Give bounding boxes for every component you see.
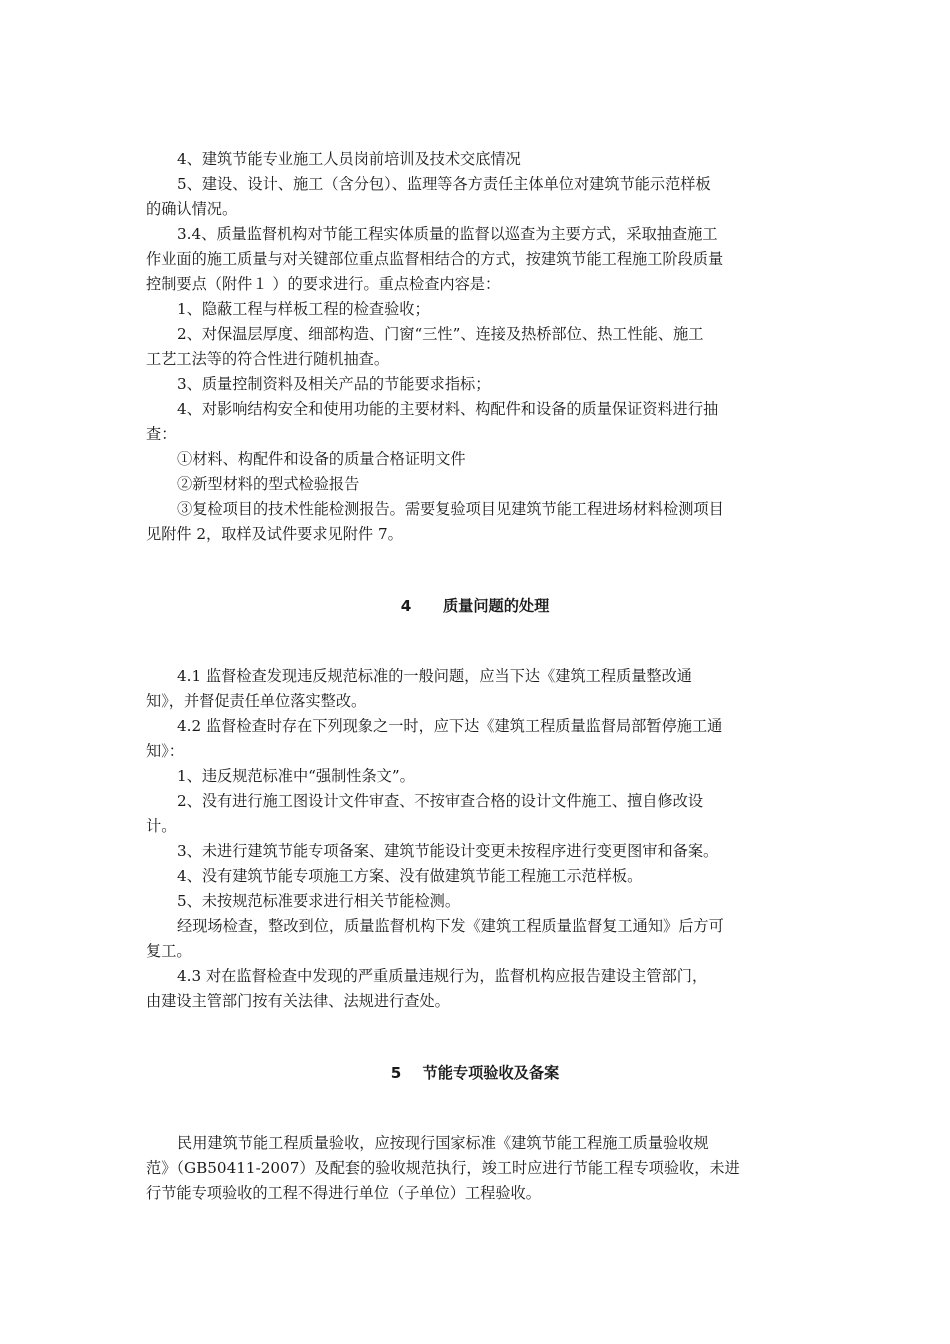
paragraph-line: ①材料、构配件和设备的质量合格证明文件 bbox=[177, 450, 466, 468]
paragraph-line: 3、未进行建筑节能专项备案、建筑节能设计变更未按程序进行变更图审和备案。 bbox=[177, 842, 719, 860]
paragraph-line: 由建设主管部门按有关法律、法规进行查处。 bbox=[146, 992, 450, 1010]
paragraph-line: 知》： bbox=[146, 742, 184, 760]
paragraph-line: 4、建筑节能专业施工人员岗前培训及技术交底情况 bbox=[177, 150, 521, 168]
paragraph-line: 知》，并督促责任单位落实整改。 bbox=[146, 692, 367, 710]
paragraph-line: 查： bbox=[146, 425, 177, 443]
paragraph-line: 4、没有建筑节能专项施工方案、没有做建筑节能工程施工示范样板。 bbox=[177, 867, 643, 885]
paragraph-line: 2、对保温层厚度、细部构造、门窗“三性”、连接及热桥部位、热工性能、施工 bbox=[177, 325, 704, 343]
paragraph-line: 4.1 监督检查发现违反规范标准的一般问题，应当下达《建筑工程质量整改通 bbox=[177, 667, 692, 685]
paragraph-line: 1、违反规范标准中“强制性条文”。 bbox=[177, 767, 415, 785]
paragraph-line: 经现场检查，整改到位，质量监督机构下发《建筑工程质量监督复工通知》后方可 bbox=[177, 917, 724, 935]
paragraph-line: 4.3 对在监督检查中发现的严重质量违规行为，监督机构应报告建设主管部门， bbox=[177, 967, 708, 985]
paragraph-line: 见附件 2，取样及试件要求见附件 7。 bbox=[146, 525, 403, 543]
paragraph-line: 2、没有进行施工图设计文件审查、不按审查合格的设计文件施工、擅自修改设 bbox=[177, 792, 704, 810]
paragraph-line: 复工。 bbox=[146, 942, 192, 960]
paragraph-line: 1、隐蔽工程与样板工程的检查验收； bbox=[177, 300, 430, 318]
paragraph-line: 3.4、质量监督机构对节能工程实体质量的监督以巡查为主要方式，采取抽查施工 bbox=[177, 225, 718, 243]
section-heading-5: 5 节能专项验收及备案 bbox=[390, 1064, 560, 1082]
paragraph-line: 5、未按规范标准要求进行相关节能检测。 bbox=[177, 892, 461, 910]
paragraph-line: 3、质量控制资料及相关产品的节能要求指标； bbox=[177, 375, 491, 393]
paragraph-line: 4.2 监督检查时存在下列现象之一时，应下达《建筑工程质量监督局部暂停施工通 bbox=[177, 717, 723, 735]
paragraph-line: 控制要点（附件１ ）的要求进行。重点检查内容是： bbox=[146, 275, 501, 293]
paragraph-line: 计。 bbox=[146, 817, 177, 835]
paragraph-line: 民用建筑节能工程质量验收，应按现行国家标准《建筑节能工程施工质量验收规 bbox=[177, 1134, 709, 1152]
paragraph-line: 4、对影响结构安全和使用功能的主要材料、构配件和设备的质量保证资料进行抽 bbox=[177, 400, 719, 418]
paragraph-line: 作业面的施工质量与对关键部位重点监督相结合的方式，按建筑节能工程施工阶段质量 bbox=[146, 250, 724, 268]
paragraph-line: ③复检项目的技术性能检测报告。需要复验项目见建筑节能工程进场材料检测项目 bbox=[177, 500, 724, 518]
paragraph-line: 的确认情况。 bbox=[146, 200, 238, 218]
paragraph-line: ②新型材料的型式检验报告 bbox=[177, 475, 360, 493]
section-heading-4: 4 质量问题的处理 bbox=[400, 597, 550, 615]
paragraph-line: 工艺工法等的符合性进行随机抽查。 bbox=[146, 350, 389, 368]
paragraph-line: 5、建设、设计、施工（含分包）、监理等各方责任主体单位对建筑节能示范样板 bbox=[177, 175, 711, 193]
paragraph-line: 范》（GB50411-2007）及配套的验收规范执行，竣工时应进行节能工程专项验收，未进 bbox=[146, 1159, 740, 1177]
paragraph-line: 行节能专项验收的工程不得进行单位（子单位）工程验收。 bbox=[146, 1184, 541, 1202]
